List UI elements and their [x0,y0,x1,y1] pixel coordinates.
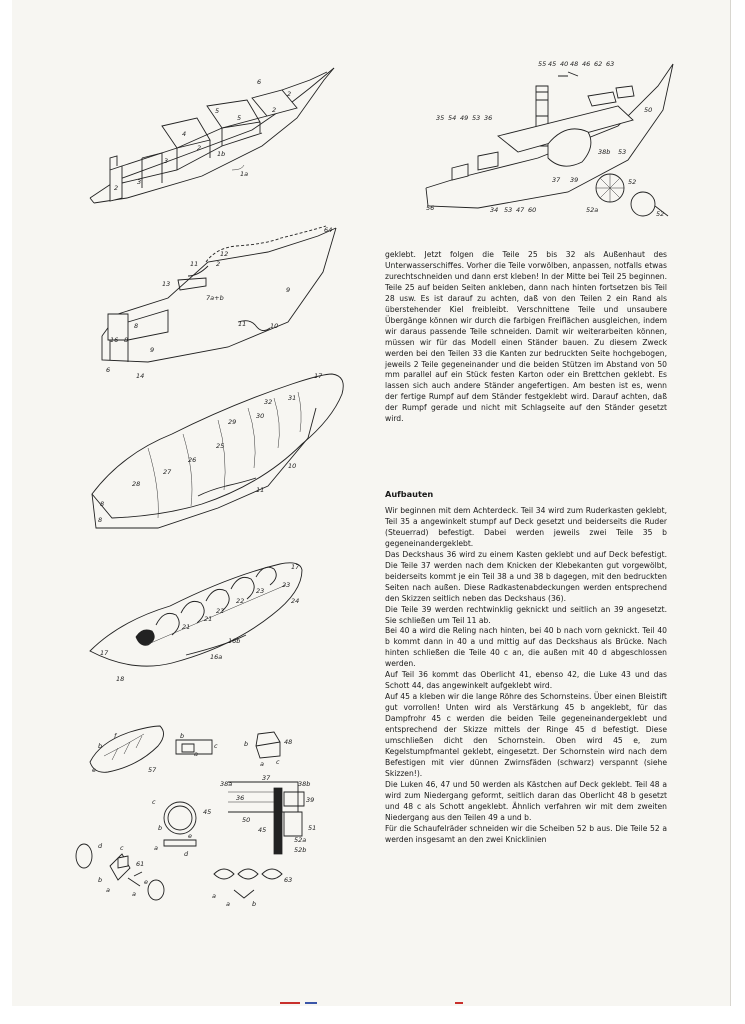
svg-text:22: 22 [216,607,225,615]
figure-planking [88,368,348,538]
svg-text:b: b [252,900,257,908]
svg-text:54: 54 [448,114,457,122]
svg-text:26: 26 [188,456,197,464]
svg-text:55: 55 [538,60,547,68]
paragraph: Wir beginnen mit dem Achterdeck. Teil 34 wird zum Ruderkasten geklebt, Teil 35 a angewinkelt stumpf auf Deck gesetzt und beiderseits die Ruder (Steuerrad) befestigt. Dabei werden jeweils zwei Teile 35 b gegeneinandergeklebt. [385,506,667,548]
svg-text:b: b [158,824,163,832]
paragraph: Die Luken 46, 47 und 50 werden als Kästchen auf Deck geklebt. Teil 48 a wird zum Niedergang geformt, seitlich daran das Oberlicht 48 b gesetzt und 48 c als Schott angeklebt. Ähnlich verfahren wir mit dem zweiten Niedergang aus den Teilen 49 a und b. [385,779,667,822]
section-heading: Aufbauten [385,489,434,499]
svg-text:c: c [120,844,124,852]
color-mark-blue [305,1002,317,1004]
paragraph: Bei 40 a wird die Reling nach hinten, bei 40 b nach vorn geknickt. Teil 40 b kommt dann in 40 a und mittig auf das Deckshaus als Brücke. Nach hinten schließen die Teile 40 c an, die außen mit 40 d abgeschlossen werden. [385,626,667,669]
svg-text:a: a [226,900,230,908]
svg-text:8: 8 [100,500,105,508]
svg-text:e: e [92,766,96,774]
svg-text:40: 40 [560,60,569,68]
svg-text:a: a [212,892,216,900]
svg-text:2: 2 [216,260,221,268]
svg-text:16a: 16a [210,653,223,661]
svg-text:a: a [106,886,110,894]
svg-text:b: b [98,876,103,884]
svg-text:9: 9 [150,346,155,354]
color-mark-red [280,1002,300,1004]
svg-text:45: 45 [548,60,557,68]
svg-text:57: 57 [148,766,157,774]
svg-text:a: a [154,844,158,852]
svg-text:51: 51 [308,824,317,832]
svg-text:49: 49 [460,114,469,122]
svg-text:1b: 1b [217,150,226,158]
figure-hull-frame [82,58,342,218]
svg-text:17: 17 [291,563,300,571]
svg-text:d: d [98,842,103,850]
svg-text:62: 62 [594,60,603,68]
svg-text:38b: 38b [298,780,311,788]
svg-text:13: 13 [162,280,171,288]
svg-text:17: 17 [100,649,109,657]
paragraph: Das Deckshaus 36 wird zu einem Kasten geklebt und auf Deck befestigt. Die Teile 37 werden nach dem Knicken der Klebekanten gut vorgewölbt, beiderseits kommt je ein Teil 38 a und 38 b dagegen, mit den bedruckten Seiten nach außen. Diese Radkastenabdeckungen werden entsprechend den Skizzen seitlich neben das Deckshaus (36). [385,549,667,603]
svg-text:45: 45 [203,808,212,816]
svg-text:63: 63 [606,60,615,68]
svg-text:14: 14 [136,372,145,380]
svg-text:25: 25 [216,442,225,450]
svg-text:45: 45 [258,826,267,834]
svg-text:9: 9 [286,286,291,294]
svg-text:56: 56 [426,204,435,212]
svg-text:36: 36 [484,114,493,122]
svg-text:a: a [132,890,136,898]
svg-text:10: 10 [270,322,279,330]
svg-text:11: 11 [256,486,265,494]
svg-text:d: d [184,850,189,858]
svg-text:23: 23 [256,587,265,595]
svg-text:63: 63 [284,876,293,884]
paragraph: Für die Schaufelräder schneiden wir die Scheiben 52 b aus. Die Teile 52 a werden insgesamt an den zwei Knicklinien [385,823,667,844]
svg-text:b: b [244,740,249,748]
svg-text:30: 30 [256,412,265,420]
svg-text:8: 8 [134,322,139,330]
svg-text:5: 5 [215,107,220,115]
paragraph: Auf 45 a kleben wir die lange Röhre des Schornsteins. Über einen Bleistift gut vorrollen! Unten wird als Verstärkung 45 b angeklebt, für das Dampfrohr 45 c werden die beiden Teile gegeneinandergeklebt und entsprechend der Skizze mittels der Ringe 45 d befestigt. Diese umschließen dicht den Schornstein. Oben wird 45 e, zum Kegelstumpfmantel geklebt, eingesetzt. Der Schornstein wird nach dem Befestigen mit vier dünnen Zwirnsfäden (schwarz) verspannt (siehe Skizzen!). [385,692,667,778]
svg-text:c: c [152,798,156,806]
svg-text:2: 2 [287,90,292,98]
svg-text:c: c [214,742,218,750]
svg-text:38b: 38b [598,148,611,156]
svg-text:3: 3 [164,157,169,165]
scan-margin [0,1006,745,1024]
svg-text:35: 35 [436,114,445,122]
svg-text:6: 6 [257,78,262,86]
body-text-main [385,506,667,846]
svg-text:16: 16 [110,336,119,344]
svg-text:10: 10 [288,462,297,470]
figure-parts-right [204,860,304,910]
svg-text:28: 28 [132,480,141,488]
paragraph: Auf Teil 36 kommt das Oberlicht 41, ebenso 42, die Luke 43 und das Schott 44, das angewinkelt aufgeklebt wird. [385,670,667,691]
svg-text:8: 8 [98,516,103,524]
svg-text:36: 36 [236,794,245,802]
figure-deck [88,222,348,382]
figure-wheel-frame [86,555,316,685]
svg-text:3: 3 [137,178,142,186]
svg-text:11: 11 [190,260,199,268]
figure-steamer [418,56,688,231]
svg-text:6: 6 [106,366,111,374]
svg-text:47: 47 [516,206,525,214]
svg-text:a: a [260,760,264,768]
svg-text:53: 53 [472,114,481,122]
svg-text:50: 50 [242,816,251,824]
svg-text:53: 53 [504,206,513,214]
svg-text:24: 24 [291,597,300,605]
svg-text:39: 39 [570,176,579,184]
figure-parts-left [70,836,180,906]
svg-text:2: 2 [272,106,277,114]
svg-text:52b: 52b [294,846,307,854]
svg-text:60: 60 [528,206,537,214]
svg-text:7a+b: 7a+b [206,294,224,302]
svg-text:c: c [276,758,280,766]
svg-text:11: 11 [238,320,247,328]
svg-text:61: 61 [136,860,145,868]
svg-text:37: 37 [262,774,271,782]
svg-text:b: b [98,742,103,750]
svg-text:46: 46 [582,60,591,68]
svg-text:16b: 16b [228,637,241,645]
svg-text:50: 50 [644,106,653,114]
paragraph: Die Teile 39 werden rechtwinklig geknickt und seitlich an 39 angesetzt. Sie schließen um Teil 11 ab. [385,604,667,625]
svg-text:8: 8 [124,336,129,344]
svg-text:27: 27 [163,468,172,476]
figure-section [218,772,328,862]
svg-text:32: 32 [264,398,273,406]
svg-text:22: 22 [236,597,245,605]
svg-text:29: 29 [228,418,237,426]
svg-text:18: 18 [116,675,125,683]
svg-text:48: 48 [570,60,579,68]
svg-text:23: 23 [282,581,291,589]
svg-text:31: 31 [288,394,297,402]
svg-text:52a: 52a [294,836,307,844]
svg-text:f: f [114,732,117,740]
svg-text:a: a [194,750,198,758]
svg-text:4: 4 [182,130,187,138]
svg-text:12: 12 [220,250,229,258]
svg-text:2: 2 [114,184,119,192]
svg-text:34: 34 [490,206,499,214]
svg-text:37: 37 [552,176,561,184]
svg-text:2: 2 [197,144,202,152]
svg-text:21: 21 [182,623,191,631]
body-text-top [385,250,667,425]
svg-text:b: b [180,732,185,740]
svg-text:39: 39 [306,796,315,804]
svg-text:5: 5 [237,114,242,122]
svg-text:52: 52 [628,178,637,186]
svg-text:52a: 52a [586,206,599,214]
svg-text:1a: 1a [240,170,249,178]
svg-text:e: e [144,878,148,886]
svg-text:e: e [188,832,192,840]
svg-text:52: 52 [656,210,665,218]
svg-text:21: 21 [204,615,213,623]
svg-text:64: 64 [324,226,333,234]
svg-text:17: 17 [314,372,323,380]
svg-text:53: 53 [618,148,627,156]
color-mark-red-2 [455,1002,463,1004]
svg-text:48: 48 [284,738,293,746]
svg-text:38a: 38a [220,780,233,788]
paragraph-hull-planking: geklebt. Jetzt folgen die Teile 25 bis 32 als Außenhaut des Unterwasserschiffes. Vorher die Teile vorwölben, anpassen, notfalls etwas zurechtschneiden und dann erst kleben! In der Mitte bei Teil 25 beginnen. Teile 25 auf beiden Seiten ankleben, dann nach hinten fortsetzen bis Teil 28 usw. Es ist darauf zu achten, daß von den Teilen 2 ein Rand als überstehender Kiel freibleibt. Verschnittene Teile und unsaubere Übergänge können wir durch die farbigen Freiflächen ausgleichen, indem wir daraus passende Teile schneiden. Damit wir weiterarbeiten können, müssen wir für das Modell einen Ständer bauen. Zu diesem Zweck werden bei den Teilen 33 die Kanten zur bedruckten Seite hochgebogen, jeweils 2 Teile gegeneinander und die beiden Stützen im Abstand von 50 mm parallel auf ein Stück festen Karton oder ein Brettchen geklebt. Es lassen sich auch andere Ständer angefertigen. Am besten ist es, wenn der fertige Rumpf auf dem Ständer festgeklebt wird. Darauf achten, daß der Rumpf gerade und nicht mit Schlagseite auf den Ständer gesetzt wird. [385,250,667,424]
